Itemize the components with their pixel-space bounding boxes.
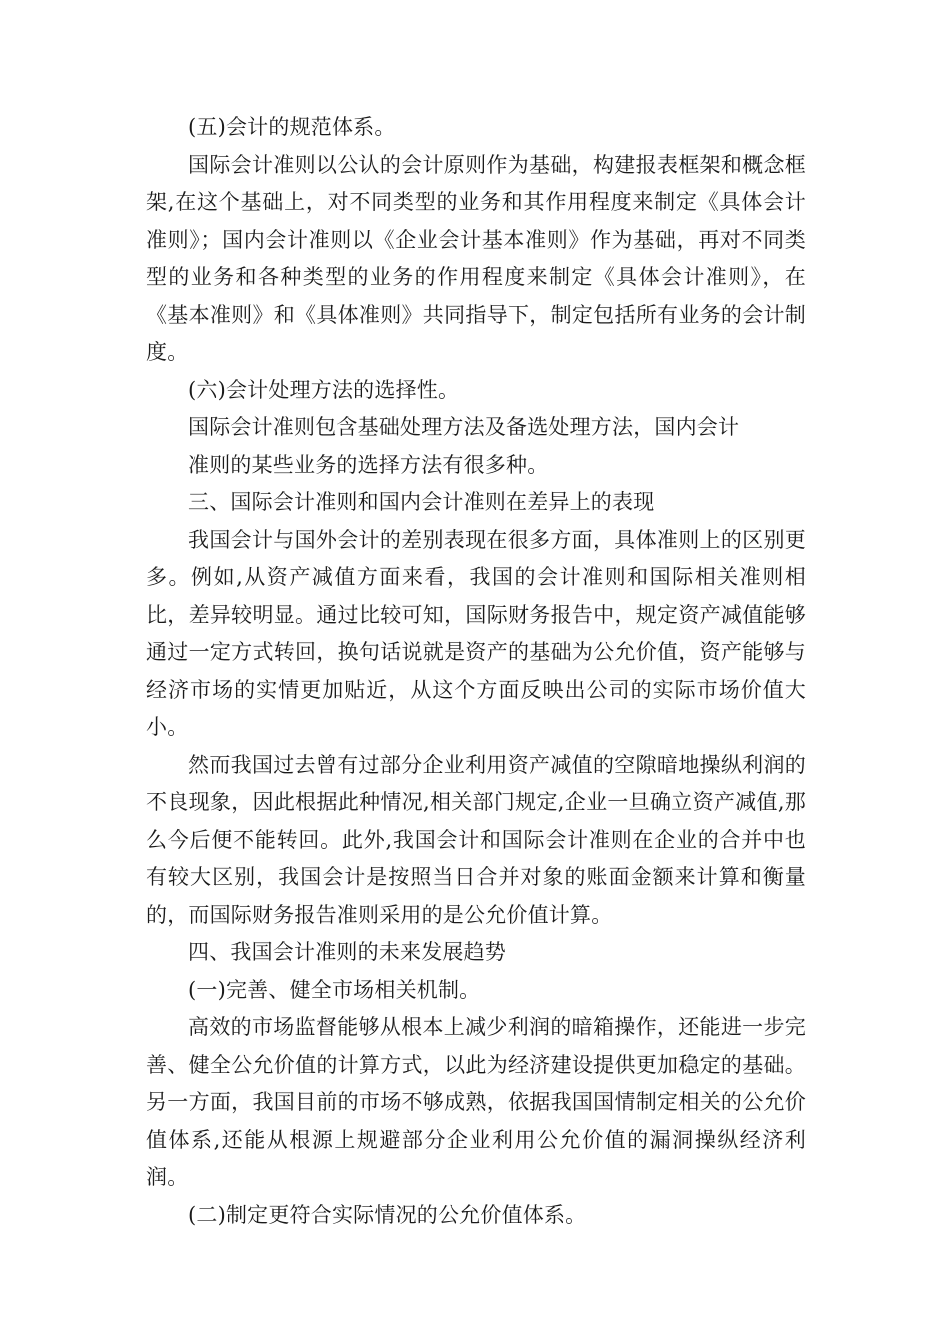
- document-body: [146, 109, 806, 1234]
- paragraph-asset-impairment: 我国会计与国外会计的差别表现在很多方面，具体准则上的区别更多。例如,从资产减值方面来看，我国的会计准则和国际相关准则相比，差异较明显。通过比较可知，国际财务报告中，规定资产减值能够通过一定方式转回，换句话说就是资产的基础为公允价值，资产能够与经济市场的实情更加贴近，从这个方面反映出公司的实际市场价值大小。: [146, 527, 806, 739]
- section-heading-three: 三、国际会计准则和国内会计准则在差异上的表现: [188, 490, 655, 514]
- paragraph-methods-line-2: 准则的某些业务的选择方法有很多种。: [188, 452, 549, 477]
- paragraph-methods-line-1: 国际会计准则包含基础处理方法及备选处理方法，国内会计: [188, 415, 740, 439]
- paragraph-market-supervision: 高效的市场监督能够从根本上减少利润的暗箱操作，还能进一步完善、健全公允价值的计算方式，以此为经济建设提供更加稳定的基础。另一方面，我国目前的市场不够成熟，依据我国国情制定相关的公允价值体系,还能从根源上规避部分企业利用公允价值的漏洞操纵经济利润。: [146, 1015, 806, 1189]
- section-heading-five: (五)会计的规范体系。: [188, 115, 396, 139]
- section-heading-six: (六)会计处理方法的选择性。: [188, 377, 460, 402]
- section-heading-four: 四、我国会计准则的未来发展趋势: [188, 940, 506, 964]
- paragraph-impairment-reversal: 然而我国过去曾有过部分企业利用资产减值的空隙暗地操纵利润的不良现象，因此根据此种情况,相关部门规定,企业一旦确立资产减值,那么今后便不能转回。此外,我国会计和国际会计准则在企业的合并中也有较大区别，我国会计是按照当日合并对象的账面金额来计算和衡量的，而国际财务报告准则采用的是公允价值计算。: [146, 752, 806, 927]
- subsection-heading-two: (二)制定更符合实际情况的公允价值体系。: [188, 1202, 587, 1227]
- subsection-heading-one: (一)完善、健全市场相关机制。: [188, 977, 481, 1002]
- paragraph-standards-system: 国际会计准则以公认的会计原则作为基础，构建报表框架和概念框架,在这个基础上，对不同类型的业务和其作用程度来制定《具体会计准则》；国内会计准则以《企业会计基本准则》作为基础，再对不同类型的业务和各种类型的业务的作用程度来制定《具体会计准则》，在《基本准则》和《具体准则》共同指导下，制定包括所有业务的会计制度。: [146, 152, 806, 364]
